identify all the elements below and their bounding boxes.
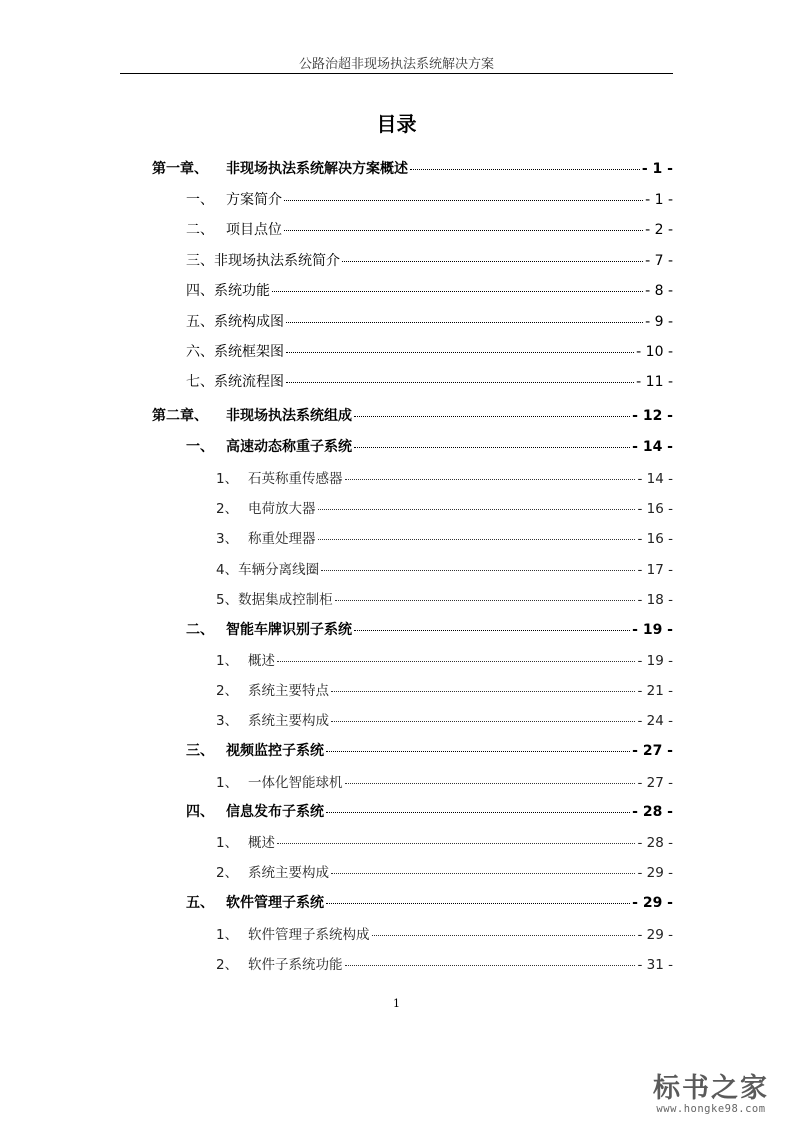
toc-entry-text: 系统主要构成 (248, 713, 329, 729)
toc-subentry[interactable] (216, 588, 673, 608)
page-number: 1 (393, 997, 400, 1010)
toc-entry-text: 车辆分离线圈 (238, 562, 320, 578)
toc-entry-number: 3、 (216, 531, 239, 547)
toc-entry-text: 一体化智能球机 (248, 775, 343, 791)
toc-dot-leader (331, 690, 635, 692)
toc-entry[interactable] (186, 311, 673, 331)
toc-entry-page: - 10 - (636, 344, 673, 360)
toc-entry-text: 系统主要构成 (248, 865, 329, 881)
toc-entry-page: - 28 - (637, 835, 673, 851)
toc-entry-page: - 18 - (637, 592, 673, 608)
toc-entry-text: 高速动态称重子系统 (226, 439, 352, 455)
toc-entry-page: - 19 - (637, 653, 673, 669)
toc-entry[interactable] (186, 341, 673, 361)
toc-entry-page: - 11 - (636, 374, 673, 390)
toc-heading: 目录 (376, 112, 417, 136)
toc-entry-number: 3、 (216, 713, 239, 729)
running-header-title: 公路治超非现场执法系统解决方案 (298, 57, 494, 72)
toc-entry-page: - 8 - (645, 283, 673, 299)
toc-entry-number: 一、 (186, 192, 214, 208)
toc-entry-chapter-2[interactable] (152, 405, 673, 425)
toc-entry-page: - 31 - (637, 957, 673, 973)
toc-subentry[interactable] (216, 467, 673, 487)
toc-dot-leader (284, 199, 643, 201)
toc-entry-text: 视频监控子系统 (226, 743, 324, 759)
toc-dot-leader (345, 964, 636, 966)
toc-subentry[interactable] (216, 679, 673, 699)
toc-dot-leader (372, 934, 636, 936)
toc-entry[interactable] (186, 740, 673, 760)
toc-subentry[interactable] (216, 497, 673, 517)
toc-entry[interactable] (186, 189, 673, 209)
toc-entry-number: 2、 (216, 683, 239, 699)
toc-dot-leader (342, 260, 643, 262)
toc-entry-chapter-1[interactable] (152, 158, 673, 178)
toc-entry-text: 项目点位 (226, 222, 282, 238)
toc-entry[interactable] (186, 801, 673, 821)
toc-entry-number: 1、 (216, 775, 239, 791)
toc-entry-text: 概述 (248, 653, 275, 669)
toc-entry[interactable] (186, 250, 673, 270)
toc-subentry[interactable] (216, 861, 673, 881)
toc-subentry[interactable] (216, 953, 673, 973)
toc-entry-page: - 14 - (637, 471, 673, 487)
toc-entry-page: - 29 - (632, 895, 673, 911)
toc-dot-leader (345, 782, 636, 784)
toc-entry-page: - 21 - (637, 683, 673, 699)
toc-entry-text: 称重处理器 (248, 531, 316, 547)
toc-entry-text: 非现场执法系统简介 (214, 253, 340, 269)
toc-entry-number: 第一章、 (152, 161, 208, 177)
toc-dot-leader (284, 229, 643, 231)
toc-dot-leader (335, 599, 636, 601)
toc-entry-number: 1、 (216, 927, 239, 943)
toc-entry-text: 数据集成控制柜 (238, 592, 333, 608)
toc-entry-text: 系统功能 (214, 283, 270, 299)
toc-entry[interactable] (186, 436, 673, 456)
toc-dot-leader (318, 508, 636, 510)
toc-entry-number: 5、 (216, 592, 239, 608)
toc-entry-page: - 29 - (637, 865, 673, 881)
toc-subentry[interactable] (216, 558, 673, 578)
toc-entry[interactable] (186, 280, 673, 300)
toc-dot-leader (277, 660, 635, 662)
watermark-url: www.hongke98.com (656, 1103, 766, 1115)
toc-dot-leader (286, 351, 634, 353)
toc-entry-page: - 1 - (641, 161, 673, 177)
toc-subentry[interactable] (216, 527, 673, 547)
toc-entry-text: 系统构成图 (214, 314, 284, 330)
toc-dot-leader (318, 538, 636, 540)
toc-dot-leader (331, 872, 635, 874)
toc-entry-number: 三、 (186, 253, 214, 269)
toc-entry-page: - 12 - (632, 408, 673, 424)
toc-entry-number: 四、 (186, 804, 214, 820)
toc-entry-page: - 19 - (632, 622, 673, 638)
toc-entry-page: - 9 - (645, 314, 673, 330)
toc-entry-page: - 1 - (645, 192, 673, 208)
toc-entry-text: 概述 (248, 835, 275, 851)
toc-entry-text: 智能车牌识别子系统 (226, 622, 352, 638)
toc-entry-text: 系统框架图 (214, 344, 284, 360)
toc-entry[interactable] (186, 619, 673, 639)
toc-entry-number: 六、 (186, 344, 214, 360)
toc-subentry[interactable] (216, 923, 673, 943)
toc-entry-page: - 29 - (637, 927, 673, 943)
toc-entry-text: 电荷放大器 (248, 501, 316, 517)
toc-dot-leader (277, 842, 635, 844)
toc-entry-text: 软件子系统功能 (248, 957, 343, 973)
toc-entry-page: - 17 - (637, 562, 673, 578)
toc-dot-leader (286, 321, 643, 323)
toc-entry-text: 系统主要特点 (248, 683, 329, 699)
toc-dot-leader (354, 415, 630, 417)
toc-entry-page: - 14 - (632, 439, 673, 455)
toc-entry-number: 三、 (186, 743, 214, 759)
toc-subentry[interactable] (216, 831, 673, 851)
toc-dot-leader (272, 290, 643, 292)
toc-entry-page: - 27 - (637, 775, 673, 791)
toc-dot-leader (326, 750, 630, 752)
toc-entry-number: 二、 (186, 622, 214, 638)
toc-entry-text: 系统流程图 (214, 374, 284, 390)
toc-entry-number: 1、 (216, 471, 239, 487)
toc-entry-text: 非现场执法系统解决方案概述 (226, 161, 408, 177)
toc-dot-leader (331, 720, 635, 722)
toc-subentry[interactable] (216, 771, 673, 791)
toc-entry-text: 石英称重传感器 (248, 471, 343, 487)
toc-entry-number: 四、 (186, 283, 214, 299)
toc-entry-page: - 24 - (637, 713, 673, 729)
toc-entry-page: - 7 - (645, 253, 673, 269)
toc-entry-number: 二、 (186, 222, 214, 238)
toc-entry-page: - 28 - (632, 804, 673, 820)
toc-entry-number: 2、 (216, 957, 239, 973)
toc-entry-page: - 16 - (637, 531, 673, 547)
toc-dot-leader (286, 381, 634, 383)
watermark (641, 1066, 781, 1115)
toc-entry[interactable] (186, 892, 673, 912)
toc-entry-number: 五、 (186, 895, 214, 911)
toc-dot-leader (410, 168, 640, 170)
toc-entry-number: 2、 (216, 865, 239, 881)
toc-entry[interactable] (186, 219, 673, 239)
toc-entry-page: - 2 - (645, 222, 673, 238)
toc-entry-page: - 27 - (632, 743, 673, 759)
toc-dot-leader (326, 902, 630, 904)
toc-entry-text: 信息发布子系统 (226, 804, 324, 820)
watermark-logo: 标书之家 (653, 1073, 769, 1104)
toc-entry-number: 4、 (216, 562, 239, 578)
toc-entry[interactable] (186, 371, 673, 391)
toc-entry-number: 五、 (186, 314, 214, 330)
toc-entry-page: - 16 - (637, 501, 673, 517)
toc-entry-text: 软件管理子系统构成 (248, 927, 370, 943)
toc-entry-number: 2、 (216, 501, 239, 517)
toc-entry-number: 1、 (216, 653, 239, 669)
toc-entry-number: 1、 (216, 835, 239, 851)
toc-dot-leader (321, 569, 635, 571)
toc-dot-leader (326, 811, 630, 813)
toc-entry-number: 第二章、 (152, 408, 208, 424)
toc-entry-text: 方案简介 (226, 192, 282, 208)
toc-entry-number: 七、 (186, 374, 214, 390)
toc-dot-leader (354, 629, 630, 631)
toc-subentry[interactable] (216, 649, 673, 669)
toc-dot-leader (345, 478, 636, 480)
toc-subentry[interactable] (216, 709, 673, 729)
toc-dot-leader (354, 446, 630, 448)
toc-entry-number: 一、 (186, 439, 214, 455)
toc-entry-text: 非现场执法系统组成 (226, 408, 352, 424)
toc-entry-text: 软件管理子系统 (226, 895, 324, 911)
